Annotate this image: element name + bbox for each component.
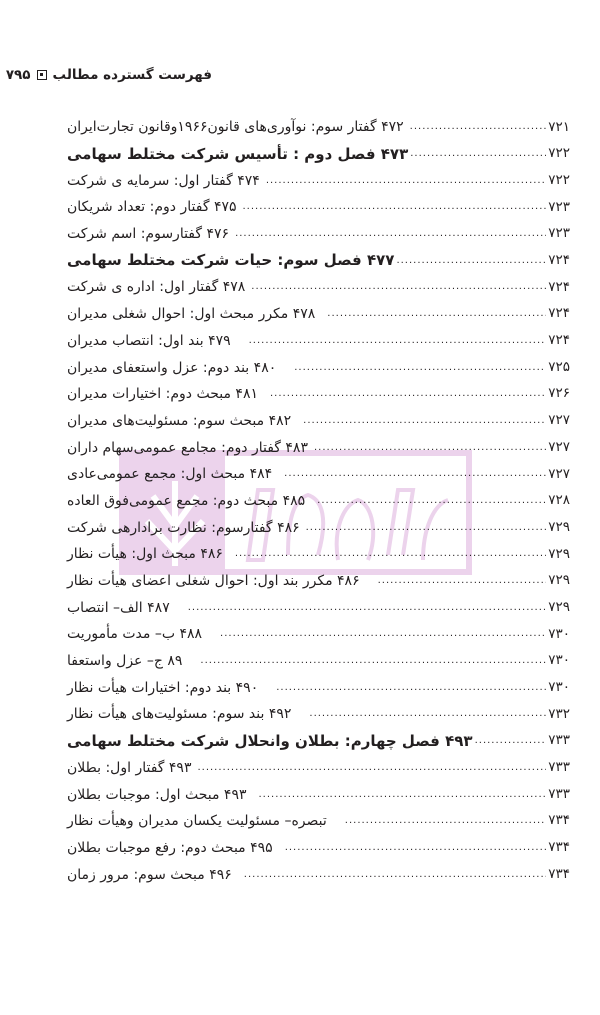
toc-entry-ref: ۴۷۴ (232, 172, 260, 189)
toc-entry-page: ۷۲۴ (548, 278, 570, 295)
toc-entry-title-group (62, 361, 292, 375)
toc-entry-page: ۷۳۴ (548, 839, 570, 856)
toc-entry-title: مبحث سوم: مرور زمان (67, 866, 205, 883)
toc-entry-title-group (62, 387, 268, 401)
toc-entry-title-group (62, 467, 282, 481)
dot-leader (294, 363, 546, 373)
toc-entry-page: ۷۲۴ (548, 305, 570, 322)
toc-entry-title-group (62, 200, 241, 214)
toc-entry-ref: ۴۹۳ (219, 786, 247, 803)
toc-entry-23[interactable] (62, 728, 570, 755)
toc-entry-page: ۷۳۴ (548, 812, 570, 829)
toc-entry-title: فصل سوم: حیات شرکت مختلط سهامی (67, 251, 362, 270)
running-header (5, 64, 212, 86)
dot-leader (188, 603, 547, 613)
toc-entry-page: ۷۲۹ (548, 545, 570, 562)
header-title: فهرست گسترده مطالب (52, 67, 212, 83)
toc-entry-title: گفتار اول: اداره ی شرکت (67, 279, 219, 296)
toc-entry-ref: ۴۸۱ (230, 386, 258, 403)
toc-entry-title: ب– مدت مأموریت (67, 626, 176, 643)
dot-leader (249, 336, 547, 346)
toc-entry-6[interactable] (62, 274, 570, 301)
toc-entry-ref: ۴۷۶ (202, 226, 230, 243)
toc-entry-page: ۷۲۴ (548, 252, 570, 269)
toc-entry-page: ۷۳۲ (548, 705, 570, 722)
table-of-contents (62, 114, 570, 888)
toc-entry-title: گفتار دوم: تعداد شریکان (67, 199, 210, 216)
toc-entry-title-group (62, 654, 198, 668)
toc-entry-title: گفتار اول: بطلان (67, 759, 165, 776)
toc-entry-title: مبحث دوم: مجمع عمومی‌فوق العاده (67, 492, 279, 509)
toc-entry-ref: ۴۸۶ (332, 573, 360, 590)
toc-entry-page: ۷۳۰ (548, 652, 570, 669)
toc-entry-ref: ۴۸۵ (278, 492, 306, 509)
toc-entry-title-group (62, 868, 242, 882)
dot-leader (309, 709, 546, 719)
dot-leader (314, 443, 546, 453)
toc-entry-26[interactable] (62, 808, 570, 835)
toc-entry-title: فصل دوم : تأسیس شرکت مختلط سهامی (67, 144, 376, 163)
dot-leader (410, 149, 546, 159)
toc-entry-title: مکرر مبحث اول: احوال شغلی مدیران (67, 306, 289, 323)
toc-entry-3[interactable] (62, 194, 570, 221)
dot-leader (266, 176, 546, 186)
dot-leader (327, 309, 546, 319)
toc-entry-page: ۷۲۹ (548, 572, 570, 589)
toc-entry-2[interactable] (62, 167, 570, 194)
toc-entry-title-group (62, 307, 325, 321)
toc-entry-8[interactable] (62, 328, 570, 355)
dot-leader (276, 683, 546, 693)
toc-entry-ref: ۴۹۵ (245, 839, 273, 856)
toc-entry-0[interactable] (62, 114, 570, 141)
dot-leader (258, 790, 546, 800)
dot-leader (378, 576, 547, 586)
toc-entry-title: مبحث اول: موجبات بطلان (67, 786, 220, 803)
toc-entry-page: ۷۲۷ (548, 412, 570, 429)
toc-entry-title-group (62, 494, 315, 508)
dot-leader (284, 469, 546, 479)
toc-entry-ref: ۴۹۳ (164, 759, 192, 776)
toc-entry-ref: ۴۸۴ (245, 466, 273, 483)
toc-entry-page: ۷۲۶ (548, 385, 570, 402)
toc-entry-title-group (62, 414, 301, 428)
toc-entry-title-group (62, 627, 218, 641)
toc-entry-page: ۷۲۴ (548, 332, 570, 349)
dot-leader (345, 816, 546, 826)
toc-entry-ref: ۴۹۶ (204, 866, 232, 883)
toc-entry-ref: ۴۷۸ (288, 306, 316, 323)
dot-leader (396, 256, 546, 266)
toc-entry-ref: ۴۸۰ (249, 359, 277, 376)
dot-leader (475, 736, 547, 746)
toc-entry-24[interactable] (62, 755, 570, 782)
toc-entry-1[interactable] (62, 141, 570, 168)
dot-leader (235, 549, 546, 559)
toc-entry-title: بند دوم: عزل واستعفای مدیران (67, 359, 250, 376)
toc-entry-page: ۷۳۴ (548, 865, 570, 882)
toc-entry-ref: ۴۹۰ (231, 679, 259, 696)
toc-entry-page: ۷۳۰ (548, 625, 570, 642)
toc-entry-title-group (62, 601, 186, 615)
dot-leader (270, 389, 546, 399)
toc-entry-title: مبحث سوم: مسئولیت‌های مدیران (67, 412, 265, 429)
toc-entry-4[interactable] (62, 221, 570, 248)
toc-entry-title-group (62, 788, 256, 802)
dot-leader (306, 523, 547, 533)
header-page-number: ۷۹۵ (5, 67, 31, 83)
toc-entry-title: مبحث اول: مجمع عمومی‌عادی (67, 466, 246, 483)
toc-entry-15[interactable] (62, 514, 570, 541)
toc-entry-page: ۷۲۱ (548, 118, 570, 135)
dot-leader (317, 496, 546, 506)
toc-entry-title: مبحث دوم: رفع موجبات بطلان (67, 839, 246, 856)
toc-entry-14[interactable] (62, 488, 570, 515)
toc-entry-ref: ۴۷۳ (375, 144, 409, 163)
toc-entry-9[interactable] (62, 354, 570, 381)
toc-entry-16[interactable] (62, 541, 570, 568)
toc-entry-ref: ۴۷۹ (203, 332, 231, 349)
dot-leader (243, 202, 547, 212)
toc-entry-page: ۷۳۳ (548, 759, 570, 776)
toc-entry-title: بند دوم: اختیارات هیأت نظار (67, 679, 232, 696)
toc-entry-ref: ۸۹ (162, 653, 183, 670)
toc-entry-ref: ۴۸۶ (272, 519, 300, 536)
toc-entry-ref: ۴۹۲ (264, 706, 292, 723)
toc-entry-page: ۷۳۰ (548, 679, 570, 696)
toc-entry-ref: ۴۷۲ (376, 119, 404, 136)
toc-entry-12[interactable] (62, 434, 570, 461)
toc-entry-ref: ۴۷۸ (218, 279, 246, 296)
toc-entry-27[interactable] (62, 835, 570, 862)
toc-entry-title: بند اول: انتصاب مدیران (67, 332, 204, 349)
toc-entry-10[interactable] (62, 381, 570, 408)
toc-entry-18[interactable] (62, 594, 570, 621)
toc-entry-22[interactable] (62, 701, 570, 728)
toc-entry-page: ۷۲۲ (548, 171, 570, 188)
toc-entry-title: بند سوم: مسئولیت‌های هیأت نظار (67, 706, 265, 723)
toc-entry-page: ۷۲۳ (548, 198, 570, 215)
toc-entry-title-group (62, 227, 233, 241)
toc-entry-ref: ۴۸۶ (195, 546, 223, 563)
toc-entry-page: ۷۲۷ (548, 465, 570, 482)
dot-leader (285, 843, 547, 853)
toc-entry-title: مبحث اول: هیأت نظار (67, 546, 196, 563)
dot-leader (220, 629, 546, 639)
toc-entry-title: گفتار سوم: نوآوری‌های قانون۱۹۶۶وقانون تجارت‌ایران (67, 119, 377, 136)
toc-entry-title-group (62, 814, 343, 828)
toc-entry-title-group (62, 120, 408, 134)
dot-leader (197, 763, 546, 773)
dot-leader (303, 416, 546, 426)
toc-entry-title-group (62, 253, 394, 268)
toc-entry-ref: ۴۸۳ (280, 439, 308, 456)
toc-entry-title: مکرر بند اول: احوال شغلی اعضای هیأت نظار (67, 573, 333, 590)
toc-entry-title: تبصره– مسئولیت یکسان مدیران وهیأت نظار (67, 813, 327, 830)
toc-entry-title-group (62, 841, 283, 855)
toc-entry-page: ۷۲۹ (548, 518, 570, 535)
toc-entry-page: ۷۲۹ (548, 598, 570, 615)
toc-entry-13[interactable] (62, 461, 570, 488)
toc-entry-title: گفتار اول: سرمایه ی شرکت (67, 172, 233, 189)
toc-entry-title-group (62, 547, 233, 561)
toc-entry-title-group (62, 280, 249, 294)
dot-leader (244, 870, 546, 880)
toc-entry-page: ۷۲۵ (548, 358, 570, 375)
toc-entry-20[interactable] (62, 648, 570, 675)
toc-entry-page: ۷۲۷ (548, 438, 570, 455)
toc-entry-title-group (62, 174, 264, 188)
toc-entry-page: ۷۳۳ (548, 785, 570, 802)
toc-entry-page: ۷۲۲ (548, 145, 570, 162)
toc-entry-title-group (62, 707, 307, 721)
toc-entry-21[interactable] (62, 674, 570, 701)
toc-entry-title-group (62, 574, 376, 588)
toc-entry-title: گفتار دوم: مجامع عمومی‌سهام داران (67, 439, 281, 456)
toc-entry-title: مبحث دوم: اختیارات مدیران (67, 386, 231, 403)
toc-entry-7[interactable] (62, 301, 570, 328)
toc-entry-ref: ۴۸۷ (142, 599, 170, 616)
toc-entry-page: ۷۳۳ (548, 732, 570, 749)
toc-entry-17[interactable] (62, 568, 570, 595)
toc-entry-ref: ۴۸۸ (175, 626, 203, 643)
dot-leader (410, 122, 547, 132)
toc-entry-title-group (62, 441, 312, 455)
toc-entry-title-group (62, 681, 274, 695)
toc-entry-ref: ۴۷۵ (209, 199, 237, 216)
toc-entry-title-group (62, 144, 409, 163)
toc-entry-ref: ۴۷۷ (361, 251, 395, 270)
toc-entry-title: فصل چهارم: بطلان وانحلال شرکت مختلط سهامی (67, 731, 440, 750)
toc-entry-title-group (62, 761, 195, 775)
dot-leader (200, 656, 546, 666)
toc-entry-title: گفتارسوم: اسم شرکت (67, 226, 203, 243)
toc-entry-28[interactable] (62, 861, 570, 888)
toc-entry-5[interactable] (62, 247, 570, 274)
dot-leader (251, 282, 546, 292)
toc-entry-25[interactable] (62, 781, 570, 808)
toc-entry-ref: ۴۹۳ (439, 731, 473, 750)
toc-entry-19[interactable] (62, 621, 570, 648)
toc-entry-title: ج– عزل واستعفا (67, 653, 163, 670)
dot-leader (235, 229, 546, 239)
toc-entry-page: ۷۲۳ (548, 225, 570, 242)
toc-entry-ref: ۴۸۲ (264, 412, 292, 429)
toc-entry-title: گفتارسوم: نظارت برادارهی شرکت (67, 519, 273, 536)
toc-entry-title-group (62, 521, 304, 535)
toc-entry-11[interactable] (62, 408, 570, 435)
square-bullet-icon (37, 70, 47, 80)
toc-entry-title-group (62, 334, 247, 348)
toc-entry-page: ۷۲۸ (548, 492, 570, 509)
toc-entry-title: الف– انتصاب (67, 599, 143, 616)
toc-entry-title-group (62, 731, 473, 750)
